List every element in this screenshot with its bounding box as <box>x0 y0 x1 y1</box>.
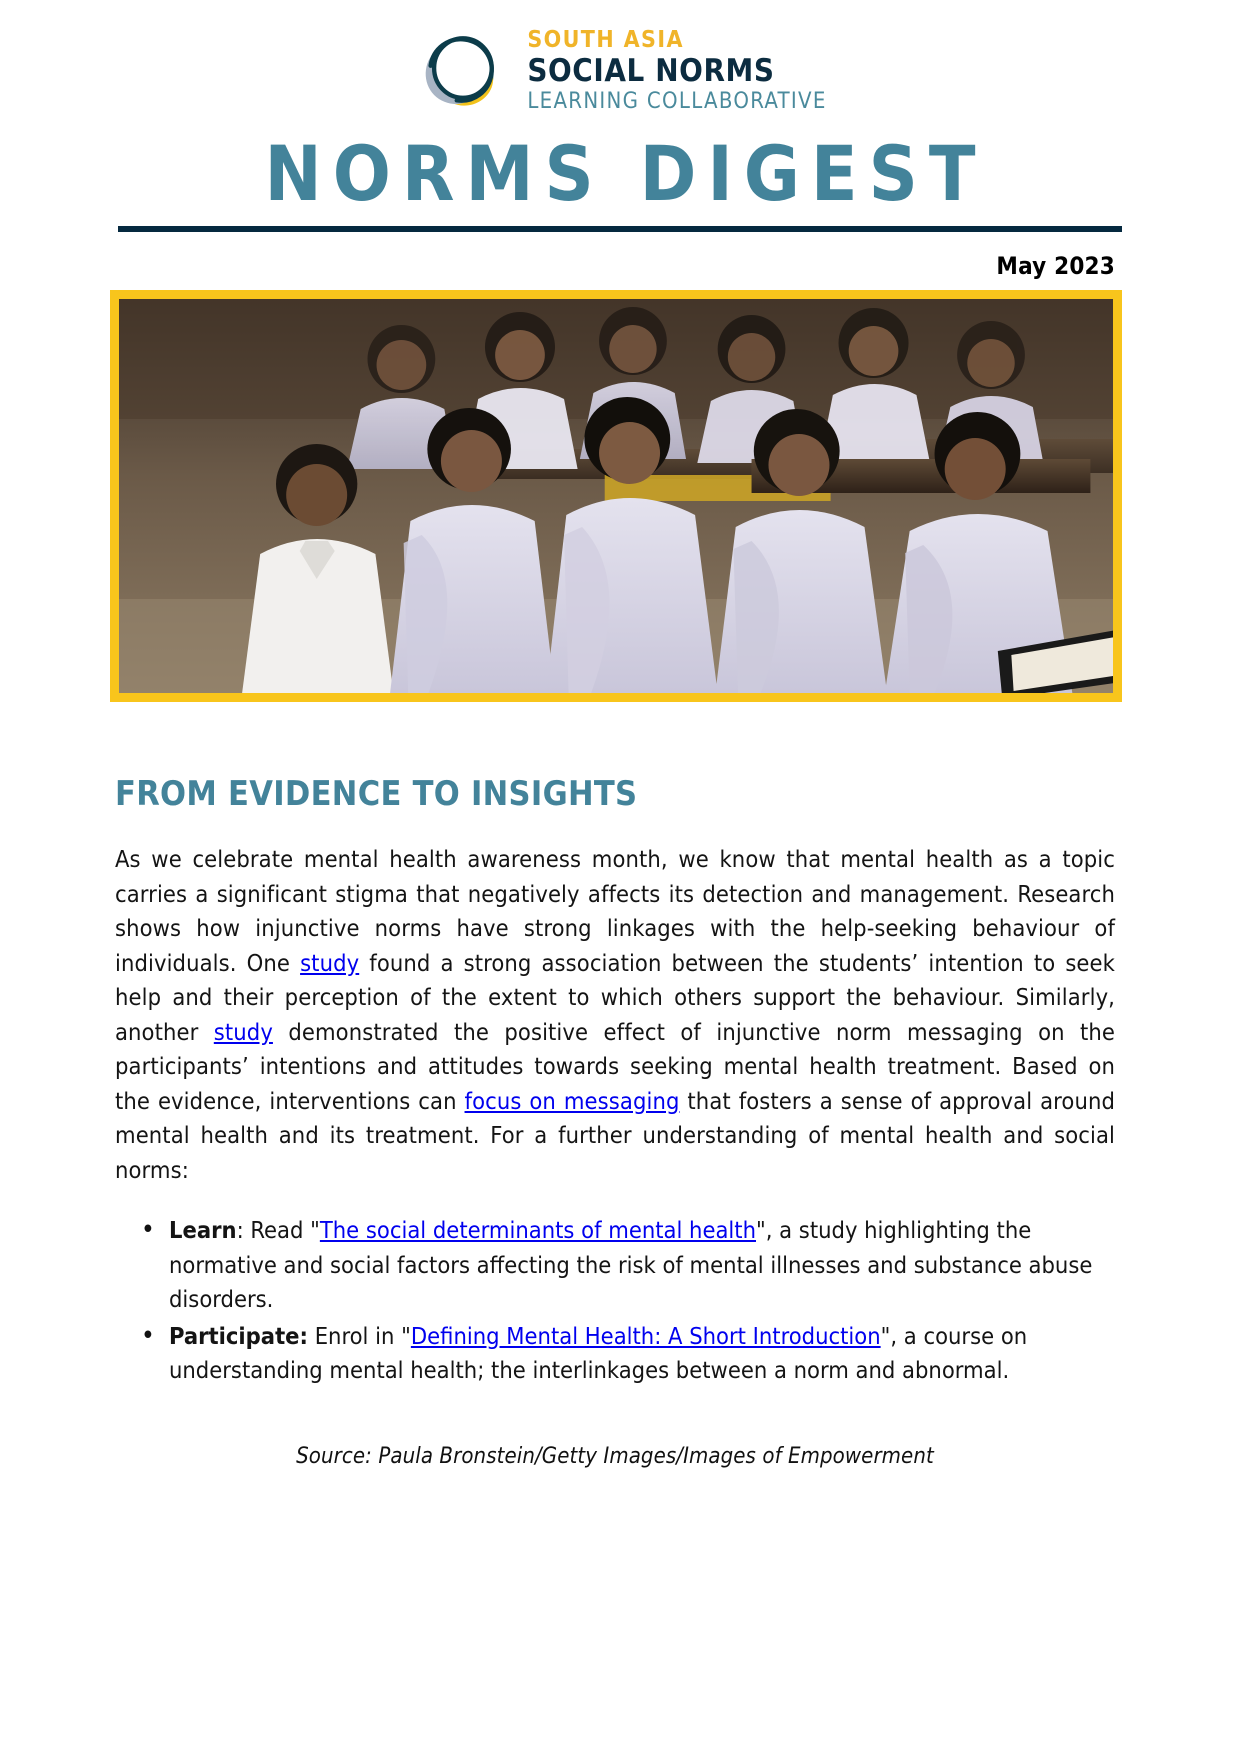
bullet-before-participate: Enrol in " <box>307 1321 411 1350</box>
list-item <box>169 1213 1115 1317</box>
bullet-after-participate: ", a course on understanding mental health; the interlinkages between a norm and abnormal. <box>169 1321 1028 1385</box>
bullet-after-learn: ", a study highlighting the normative and social factors affecting the risk of mental illnesses and substance abuse disorders. <box>169 1216 1093 1314</box>
page-title: NORMS DIGEST <box>264 129 987 218</box>
masthead <box>0 129 1240 218</box>
logo-line-social-norms: SOCIAL NORMS <box>527 53 775 89</box>
organization-logo <box>0 0 1240 114</box>
logo-line-south-asia: SOUTH ASIA <box>527 27 684 53</box>
masthead-divider <box>118 226 1122 232</box>
resources-list <box>115 1213 1115 1388</box>
social-determinants-link[interactable]: The social determinants of mental health <box>319 1216 756 1245</box>
list-item <box>169 1319 1115 1388</box>
article-body <box>115 774 1115 1388</box>
bullet-label-participate: Participate: <box>169 1321 308 1350</box>
study-link-2[interactable]: study <box>213 1017 273 1046</box>
defining-mental-health-course-link[interactable]: Defining Mental Health: A Short Introduction <box>410 1321 881 1350</box>
paragraph-part-1: As we celebrate mental health awareness month, we know that mental health as a topic carries a significant stigma that negatively affects its detection and management. Research shows how injunctive norms have strong linkages with the help-seeking behaviour of individuals. One <box>115 845 1115 977</box>
photo-credit: Source: Paula Bronstein/Getty Images/Images of Empowerment <box>296 1443 934 1469</box>
logo-wordmark <box>527 27 826 113</box>
bullet-label-learn: Learn <box>169 1216 237 1245</box>
study-link-1[interactable]: study <box>300 948 360 977</box>
focus-on-messaging-link[interactable]: focus on messaging <box>464 1086 680 1115</box>
collaborative-rings-logo-icon <box>413 22 509 118</box>
hero-photo <box>110 290 1122 702</box>
bullet-before-learn: : Read " <box>236 1216 320 1245</box>
section-heading: FROM EVIDENCE TO INSIGHTS <box>115 774 638 814</box>
intro-paragraph <box>115 842 1115 1187</box>
logo-line-learning-collaborative: LEARNING COLLABORATIVE <box>527 89 827 114</box>
paragraph-part-2: found a strong association between the students’ intention to seek help and their perception of the extent to which others support the behaviour. Similarly, another <box>115 948 1115 1046</box>
paragraph-part-3: demonstrated the positive effect of injunctive norm messaging on the participants’ intentions and attitudes towards seeking mental health treatment. Based on the evidence, interventions can <box>115 1017 1116 1115</box>
paragraph-part-4: that fosters a sense of approval around mental health and its treatment. For a further understanding of mental health and social norms: <box>115 1086 1115 1184</box>
issue-date: May 2023 <box>996 252 1115 280</box>
